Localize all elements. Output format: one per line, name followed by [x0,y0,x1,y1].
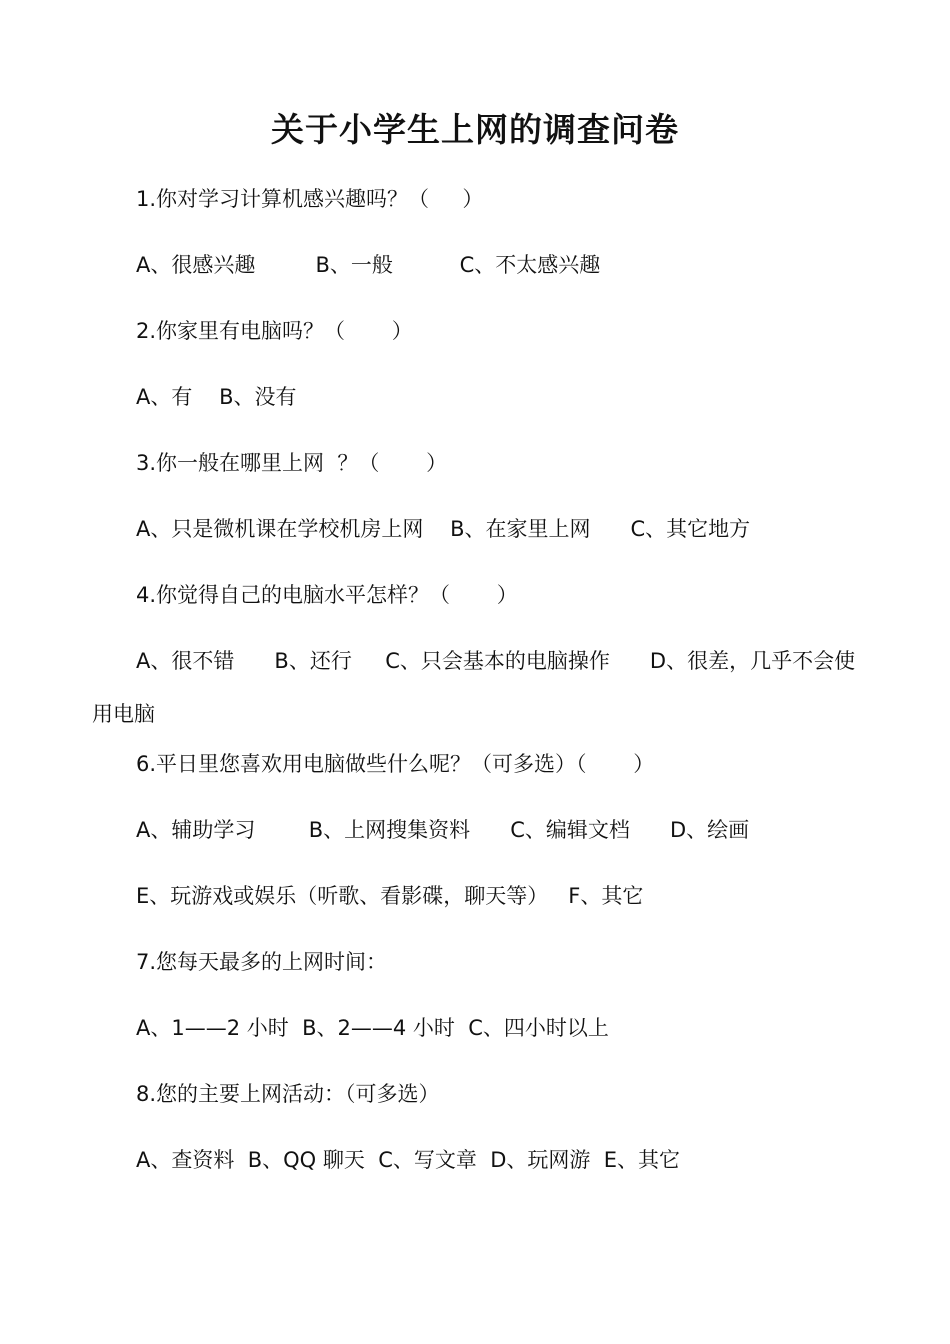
question-1: 1.你对学习计算机感兴趣吗？（ ） [136,187,484,211]
question-1-options: A、很感兴趣 B、一般 C、不太感兴趣 [136,253,601,277]
question-7: 7.您每天最多的上网时间： [136,950,388,974]
question-6-options-row-2: E、玩游戏或娱乐（听歌、看影碟，聊天等） F、其它 [136,884,644,908]
question-2-options: A、有 B、没有 [136,385,297,409]
question-2: 2.你家里有电脑吗？（ ） [136,319,413,343]
question-8-options: A、查资料 B、QQ 聊天 C、写文章 D、玩网游 E、其它 [136,1148,681,1172]
page-title: 关于小学生上网的调查问卷 [271,110,679,149]
question-7-options: A、1——2 小时 B、2——4 小时 C、四小时以上 [136,1016,609,1040]
question-4-options-continued: 用电脑 [92,702,155,726]
question-6-options-row-1: A、辅助学习 B、上网搜集资料 C、编辑文档 D、绘画 [136,818,750,842]
question-4-options: A、很不错 B、还行 C、只会基本的电脑操作 D、很差，几乎不会使 [136,649,856,673]
question-8: 8.您的主要上网活动：（可多选） [136,1082,440,1106]
question-3: 3.你一般在哪里上网 ？（ ） [136,451,448,475]
question-4: 4.你觉得自己的电脑水平怎样？（ ） [136,583,518,607]
question-3-options: A、只是微机课在学校机房上网 B、在家里上网 C、其它地方 [136,517,751,541]
question-6: 6.平日里您喜欢用电脑做些什么呢？（可多选）（ ） [136,752,655,776]
